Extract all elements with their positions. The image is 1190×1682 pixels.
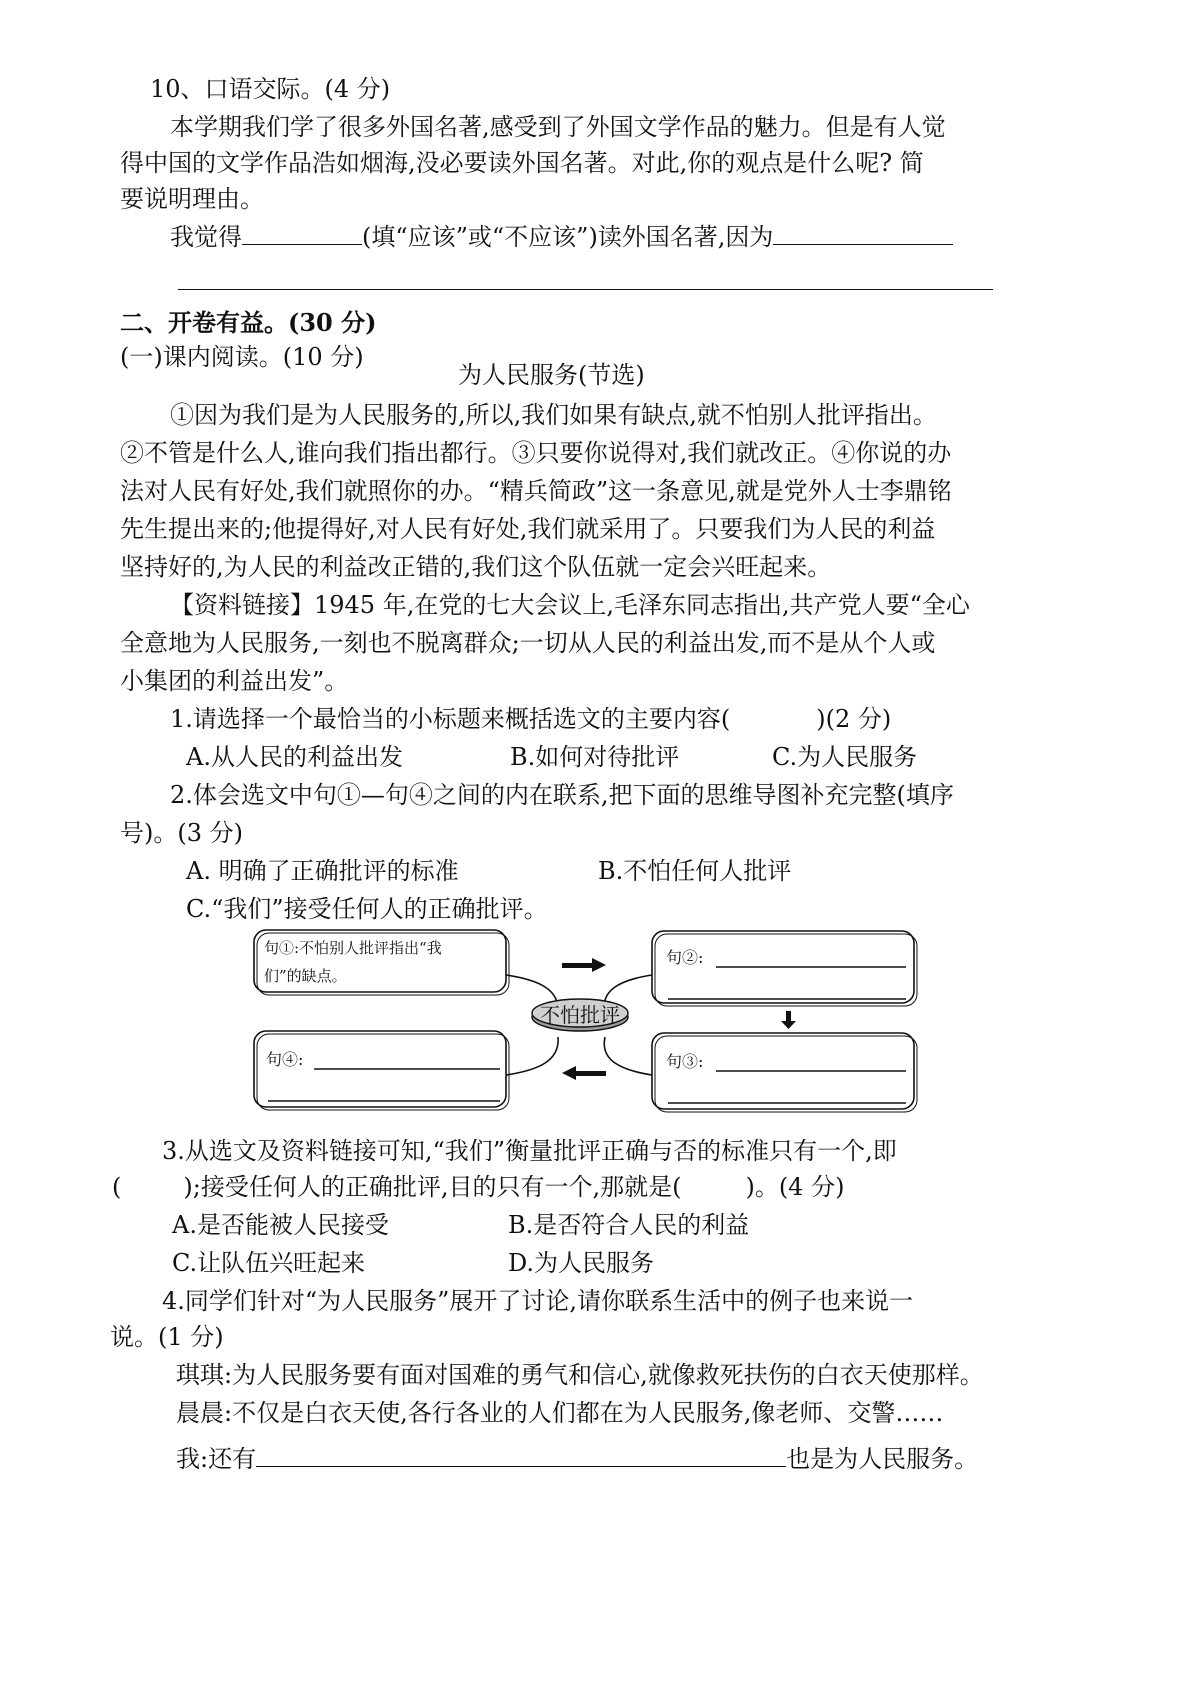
mind-map: [240, 925, 940, 1125]
q2-stem-line-2: 号)。(3 分): [120, 819, 243, 847]
section2-heading: 二、开卷有益。(30 分): [120, 308, 377, 337]
mind-map-box-1: [254, 930, 509, 995]
q4-qiqi-line: 琪琪:为人民服务要有面对国难的勇气和信心,就像救死扶伤的白衣天使那样。: [176, 1361, 984, 1389]
mind-map-box-4-label: 句④:: [266, 1050, 304, 1069]
q10-answer-blank-1[interactable]: [242, 218, 362, 245]
q3-option-a: A.是否能被人民接受: [172, 1211, 389, 1239]
q4-stem-line-1: 4.同学们针对“为人民服务”展开了讨论,请你联系生活中的例子也来说一: [162, 1287, 914, 1315]
q10-answer-blank-2[interactable]: [773, 218, 953, 245]
q1-stem: [170, 702, 891, 736]
q4-me-prefix: 我:还有: [176, 1445, 257, 1473]
mind-map-box-1-line-2: 们”的缺点。: [264, 967, 347, 985]
article-line: 先生提出来的;他提得好,对人民有好处,我们就采用了。只要我们为人民的利益: [120, 515, 936, 543]
q1-option-c: C.为人民服务: [772, 743, 918, 771]
q10-answer-line[interactable]: [178, 289, 993, 290]
q10-fill-prefix: 我觉得: [170, 223, 242, 251]
q3-option-b: B.是否符合人民的利益: [508, 1211, 750, 1239]
q2-option-a: A. 明确了正确批评的标准: [186, 857, 459, 885]
q1-option-a: A.从人民的利益出发: [186, 743, 403, 771]
down-arrow-icon: [781, 1011, 796, 1029]
resource-link-line: 全意地为人民服务,一刻也不脱离群众;一切从人民的利益出发,而不是从个人或: [120, 629, 936, 657]
article-line: ①因为我们是为人民服务的,所以,我们如果有缺点,就不怕别人批评指出。: [170, 401, 937, 429]
section2-sub-heading: (一)课内阅读。(10 分): [120, 343, 364, 371]
q3-stem-line-2: [112, 1170, 844, 1204]
q3-option-c: C.让队伍兴旺起来: [172, 1249, 366, 1277]
resource-link-line: 小集团的利益出发”。: [120, 667, 349, 695]
q1-option-b: B.如何对待批评: [510, 743, 680, 771]
left-arrow-icon: [562, 1066, 606, 1080]
article-line: 坚持好的,为人民的利益改正错的,我们这个队伍就一定会兴旺起来。: [120, 553, 832, 581]
q10-paragraph-line-2: 得中国的文学作品浩如烟海,没必要读外国名著。对此,你的观点是什么呢? 简: [120, 149, 924, 177]
q4-me-suffix: 也是为人民服务。: [786, 1445, 979, 1473]
q3-stem-end: )。(4 分): [745, 1173, 845, 1201]
q10-paragraph-line-3: 要说明理由。: [120, 185, 264, 213]
q10-heading: 10、口语交际。(4 分): [150, 75, 391, 103]
mind-map-center-label: 不怕批评: [540, 1003, 620, 1027]
mind-map-box-1-line-1: 句①:不怕别人批评指出“我: [264, 939, 442, 957]
q4-my-answer-line: [176, 1440, 978, 1476]
q4-answer-blank[interactable]: [256, 1440, 786, 1467]
q10-fill-middle: (填“应该”或“不应该”)读外国名著,因为: [362, 223, 774, 251]
article-title: 为人民服务(节选): [458, 361, 645, 389]
q3-option-d: D.为人民服务: [508, 1249, 655, 1277]
mind-map-center-node: [532, 999, 628, 1031]
right-arrow-icon: [562, 958, 606, 972]
q3-paren-open: (: [112, 1173, 122, 1201]
q2-stem-line-1: 2.体会选文中句①—句④之间的内在联系,把下面的思维导图补充完整(填序: [170, 781, 954, 809]
q1-stem-text: 1.请选择一个最恰当的小标题来概括选文的主要内容(: [170, 705, 731, 733]
article-line: 法对人民有好处,我们就照你的办。“精兵简政”这一条意见,就是党外人士李鼎铭: [120, 477, 952, 505]
q10-paragraph-line-1: 本学期我们学了很多外国名著,感受到了外国文学作品的魅力。但是有人觉: [170, 113, 946, 141]
resource-link-line: 【资料链接】1945 年,在党的七大会议上,毛泽东同志指出,共产党人要“全心: [170, 591, 970, 619]
q4-stem-line-2: 说。(1 分): [110, 1323, 224, 1351]
mind-map-box-2: [652, 931, 917, 1006]
article-line: ②不管是什么人,谁向我们指出都行。③只要你说得对,我们就改正。④你说的办: [120, 439, 952, 467]
mind-map-box-4: [254, 1031, 509, 1110]
q10-fill-line: [170, 218, 953, 254]
q4-chenchen-line: 晨晨:不仅是白衣天使,各行各业的人们都在为人民服务,像老师、交警……: [176, 1399, 944, 1427]
q1-stem-end: )(2 分): [816, 705, 892, 733]
mind-map-box-3-label: 句③:: [666, 1052, 704, 1071]
q3-stem-line-1: 3.从选文及资料链接可知,“我们”衡量批评正确与否的标准只有一个,即: [162, 1137, 897, 1165]
q2-option-c: C.“我们”接受任何人的正确批评。: [186, 895, 548, 923]
mind-map-box-2-label: 句②:: [666, 948, 704, 967]
q2-option-b: B.不怕任何人批评: [598, 857, 792, 885]
q3-stem-middle: );接受任何人的正确批评,目的只有一个,那就是(: [183, 1173, 682, 1201]
mind-map-box-3: [652, 1033, 917, 1112]
